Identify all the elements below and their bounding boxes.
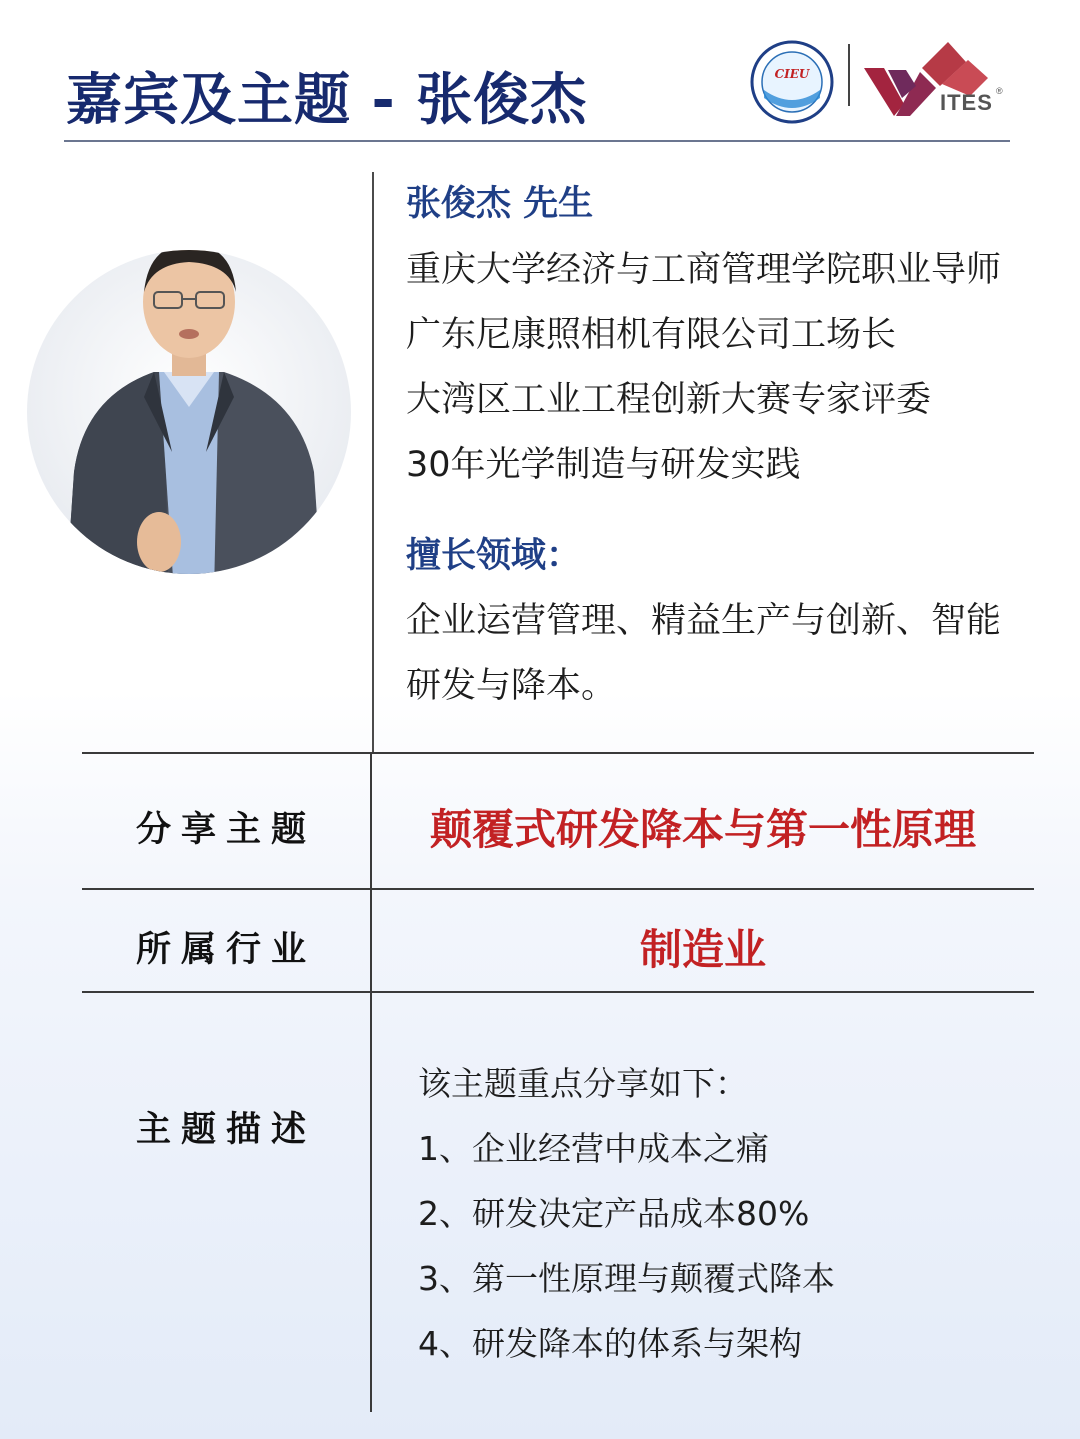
bio-divider	[372, 172, 374, 752]
guest-title-line: 30年光学制造与研发实践	[406, 445, 801, 485]
page-title: 嘉宾及主题 - 张俊杰	[66, 68, 588, 133]
topic-label: 分享主题	[135, 810, 316, 850]
description-item: 4、研发降本的体系与架构	[418, 1324, 802, 1363]
topic-value: 颠覆式研发降本与第一性原理	[429, 805, 976, 854]
description-label: 主题描述	[135, 1110, 316, 1150]
description-item: 2、研发决定产品成本80%	[418, 1194, 810, 1233]
expertise-line: 企业运营管理、精益生产与创新、智能	[406, 601, 1002, 641]
description-item: 3、第一性原理与颠覆式降本	[418, 1259, 835, 1298]
ites-logo-text: ITES	[940, 90, 993, 115]
expertise-label: 擅长领域：	[406, 536, 582, 576]
industry-value: 制造业	[639, 925, 766, 974]
description-intro: 该主题重点分享如下：	[418, 1064, 748, 1103]
guest-title-line: 广东尼康照相机有限公司工场长	[406, 315, 897, 355]
table-divider	[370, 992, 372, 1412]
ites-registered-mark: ®	[996, 86, 1003, 96]
industry-label: 所属行业	[135, 930, 316, 970]
guest-photo	[24, 222, 354, 622]
logo-divider	[848, 44, 850, 106]
guest-name: 张俊杰 先生	[406, 184, 594, 224]
header-rule	[64, 140, 1010, 142]
ites-logo	[862, 38, 1012, 118]
table-rule	[82, 888, 1034, 890]
guest-title-line: 重庆大学经济与工商管理学院职业导师	[406, 250, 1002, 290]
cieu-logo-text: CIEU	[774, 67, 810, 81]
cieu-logo	[750, 40, 834, 124]
table-rule	[82, 991, 1034, 993]
table-rule	[82, 752, 1034, 754]
guest-title-line: 大湾区工业工程创新大赛专家评委	[406, 380, 932, 420]
expertise-line: 研发与降本。	[406, 666, 617, 706]
description-item: 1、企业经营中成本之痛	[418, 1129, 769, 1168]
